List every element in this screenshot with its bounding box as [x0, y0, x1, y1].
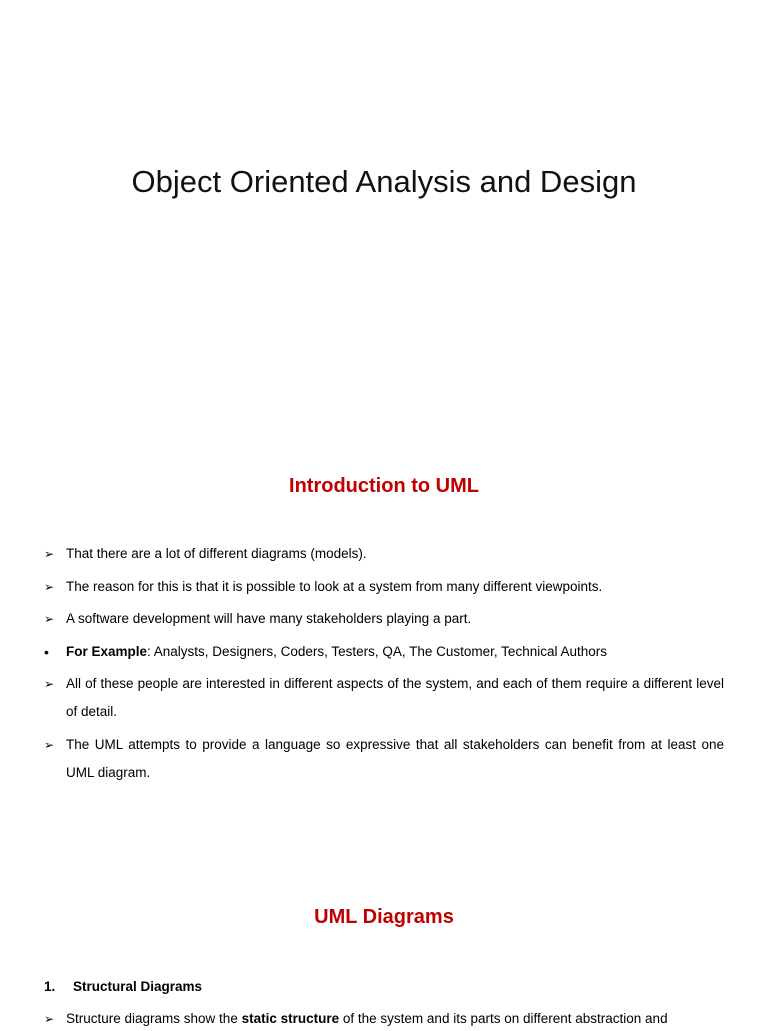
bullet-text: A software development will have many stakeholders playing a part. — [66, 611, 472, 626]
intro-bullet-list — [44, 540, 724, 791]
arrowhead-bullet-icon: ➢ — [44, 1012, 55, 1026]
bullet-item — [44, 573, 724, 601]
partial-bullet-item — [44, 1007, 724, 1031]
arrowhead-bullet-icon: ➢ — [44, 677, 55, 691]
item-label: Structural Diagrams — [73, 979, 203, 994]
bullet-text: of the system and its parts on different abstraction and — [339, 1011, 668, 1026]
intro-heading: Introduction to UML — [289, 475, 479, 497]
bullet-item — [44, 605, 724, 633]
bullet-item — [44, 731, 724, 787]
arrowhead-bullet-icon: ➢ — [44, 579, 55, 594]
bullet-item — [44, 540, 724, 568]
numbered-item-structural — [44, 975, 202, 999]
arrowhead-bullet-icon: ➢ — [44, 612, 55, 626]
document-title: Object Oriented Analysis and Design — [131, 164, 637, 199]
bullet-text: Structure diagrams show the — [66, 1011, 242, 1026]
item-number: 1. — [44, 979, 56, 994]
uml-diagrams-heading: UML Diagrams — [314, 906, 454, 928]
bullet-text: : Analysts, Designers, Coders, Testers, QA, The Customer, Technical Authors — [147, 643, 607, 659]
dot-bullet-icon: • — [44, 643, 49, 660]
bullet-text: All of these people are interested in different aspects of the system, and each of them require a different level of detail. — [66, 676, 724, 719]
bullet-text: The reason for this is that it is possible to look at a system from many different viewpoints. — [66, 578, 603, 594]
bullet-text: That there are a lot of different diagrams (models). — [66, 546, 367, 561]
bullet-bold-prefix: For Example — [66, 643, 148, 659]
bullet-text: The UML attempts to provide a language so expressive that all stakeholders can benefit from at least one UML diagram. — [66, 736, 724, 780]
bullet-item — [44, 638, 724, 666]
bullet-bold-text: static structure — [241, 1011, 340, 1026]
arrowhead-bullet-icon: ➢ — [44, 547, 55, 561]
bullet-item — [44, 670, 724, 726]
arrowhead-bullet-icon: ➢ — [44, 737, 55, 752]
